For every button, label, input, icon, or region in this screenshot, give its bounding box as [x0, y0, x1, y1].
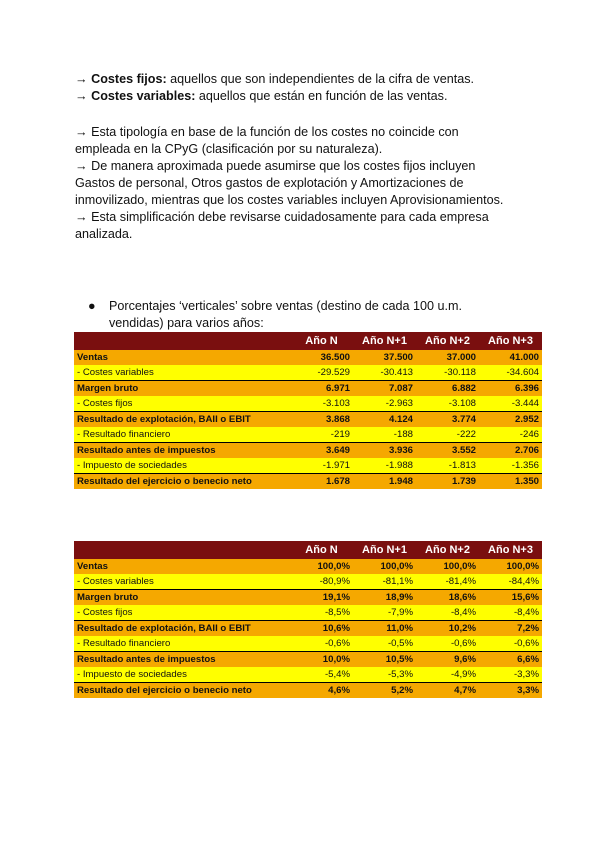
value-cell: 7.087 [353, 381, 416, 397]
table-row [74, 652, 542, 668]
value-cell: -7,9% [353, 605, 416, 621]
paragraph-line: → De manera aproximada puede asumirse que los costes fijos incluyen [75, 159, 476, 173]
value-cell: 100,0% [353, 559, 416, 574]
value-cell: 1.948 [353, 474, 416, 490]
row-label: - Resultado financiero [74, 427, 290, 443]
value-cell: 11,0% [353, 621, 416, 637]
row-label: - Resultado financiero [74, 636, 290, 652]
value-cell: 7,2% [479, 621, 542, 637]
value-cell: 9,6% [416, 652, 479, 668]
row-label: Resultado del ejercicio o benecio neto [74, 474, 290, 490]
value-cell: 4,6% [290, 683, 353, 699]
value-cell: -1.988 [353, 458, 416, 474]
row-label: Resultado de explotación, BAII o EBIT [74, 621, 290, 637]
table-header-row [74, 332, 542, 350]
value-cell: -3.108 [416, 396, 479, 412]
value-cell: -5,3% [353, 667, 416, 683]
value-cell: 6,6% [479, 652, 542, 668]
value-cell: 100,0% [479, 559, 542, 574]
value-cell: -30.413 [353, 365, 416, 381]
row-label: - Costes variables [74, 365, 290, 381]
value-cell: -1.971 [290, 458, 353, 474]
table-row [74, 474, 542, 490]
table-row [74, 636, 542, 652]
value-cell: 3,3% [479, 683, 542, 699]
row-label: - Impuesto de sociedades [74, 667, 290, 683]
value-cell: 6.396 [479, 381, 542, 397]
value-cell: 2.706 [479, 443, 542, 459]
value-cell: 10,0% [290, 652, 353, 668]
value-cell: 37.500 [353, 350, 416, 365]
value-cell: 1.678 [290, 474, 353, 490]
value-cell: -0,6% [290, 636, 353, 652]
value-cell: 10,2% [416, 621, 479, 637]
value-cell: 6.971 [290, 381, 353, 397]
fixed-costs-definition [75, 71, 535, 88]
row-label: Margen bruto [74, 381, 290, 397]
income-statement-percentage-table [74, 541, 542, 698]
value-cell: -5,4% [290, 667, 353, 683]
value-cell: -1.356 [479, 458, 542, 474]
value-cell: -188 [353, 427, 416, 443]
row-label: Margen bruto [74, 590, 290, 606]
table-header-row [74, 541, 542, 559]
value-cell: 15,6% [479, 590, 542, 606]
row-label: Resultado del ejercicio o benecio neto [74, 683, 290, 699]
value-cell: -219 [290, 427, 353, 443]
value-cell: -3.103 [290, 396, 353, 412]
income-statement-absolute-table [74, 332, 542, 489]
row-label: Resultado antes de impuestos [74, 443, 290, 459]
value-cell: -81,1% [353, 574, 416, 590]
value-cell: 4,7% [416, 683, 479, 699]
value-cell: -2.963 [353, 396, 416, 412]
paragraph-line: Gastos de personal, Otros gastos de explotación y Amortizaciones de [75, 176, 464, 190]
value-cell: -1.813 [416, 458, 479, 474]
row-label: Resultado de explotación, BAII o EBIT [74, 412, 290, 428]
row-label: - Impuesto de sociedades [74, 458, 290, 474]
bullet-icon: ● [88, 299, 96, 313]
value-cell: 100,0% [416, 559, 479, 574]
variable-costs-term: → Costes variables: [75, 89, 196, 103]
value-cell: 1.739 [416, 474, 479, 490]
row-label: - Costes fijos [74, 396, 290, 412]
value-cell: -8,4% [479, 605, 542, 621]
value-cell: -80,9% [290, 574, 353, 590]
value-cell: 5,2% [353, 683, 416, 699]
value-cell: 36.500 [290, 350, 353, 365]
value-cell: 4.124 [353, 412, 416, 428]
table-row [74, 458, 542, 474]
paragraph-line: analizada. [75, 227, 133, 241]
value-cell: -222 [416, 427, 479, 443]
value-cell: 18,9% [353, 590, 416, 606]
value-cell: 10,5% [353, 652, 416, 668]
explanation-paragraphs [75, 124, 535, 243]
value-cell: -81,4% [416, 574, 479, 590]
value-cell: -29.529 [290, 365, 353, 381]
value-cell: -3.444 [479, 396, 542, 412]
header-blank-cell [74, 332, 290, 350]
value-cell: 1.350 [479, 474, 542, 490]
row-label: Ventas [74, 350, 290, 365]
value-cell: 3.868 [290, 412, 353, 428]
value-cell: -0,6% [479, 636, 542, 652]
paragraph-line: → Esta tipología en base de la función de los costes no coincide con [75, 125, 459, 139]
fixed-costs-text: aquellos que son independientes de la cifra de ventas. [166, 72, 475, 86]
table-row [74, 350, 542, 365]
bullet-line: vendidas) para varios años: [109, 316, 264, 330]
value-cell: 18,6% [416, 590, 479, 606]
value-cell: -246 [479, 427, 542, 443]
year-header: Año N [290, 541, 353, 559]
value-cell: 41.000 [479, 350, 542, 365]
paragraph-line: empleada en la CPyG (clasificación por su naturaleza). [75, 142, 383, 156]
year-header: Año N+3 [479, 541, 542, 559]
paragraph-line: → Esta simplificación debe revisarse cuidadosamente para cada empresa [75, 210, 489, 224]
table-row [74, 667, 542, 683]
table-row [74, 443, 542, 459]
variable-costs-definition [75, 88, 535, 105]
variable-costs-text: aquellos que están en función de las ventas. [195, 89, 448, 103]
year-header: Año N+2 [416, 541, 479, 559]
table-row [74, 605, 542, 621]
header-blank-cell [74, 541, 290, 559]
value-cell: -4,9% [416, 667, 479, 683]
value-cell: -8,5% [290, 605, 353, 621]
row-label: Resultado antes de impuestos [74, 652, 290, 668]
year-header: Año N+3 [479, 332, 542, 350]
value-cell: 3.774 [416, 412, 479, 428]
row-label: - Costes fijos [74, 605, 290, 621]
table-row [74, 590, 542, 606]
value-cell: 37.000 [416, 350, 479, 365]
value-cell: -84,4% [479, 574, 542, 590]
bullet-text [109, 298, 519, 332]
value-cell: -30.118 [416, 365, 479, 381]
value-cell: -0,6% [416, 636, 479, 652]
table-row [74, 412, 542, 428]
value-cell: 19,1% [290, 590, 353, 606]
table-row [74, 381, 542, 397]
value-cell: 100,0% [290, 559, 353, 574]
table-row [74, 683, 542, 699]
value-cell: 3.936 [353, 443, 416, 459]
table-row [74, 365, 542, 381]
value-cell: 2.952 [479, 412, 542, 428]
costs-definitions [75, 71, 535, 105]
fixed-costs-term: → Costes fijos: [75, 72, 167, 86]
table-row [74, 621, 542, 637]
value-cell: 3.649 [290, 443, 353, 459]
year-header: Año N+1 [353, 332, 416, 350]
table-row [74, 396, 542, 412]
value-cell: 3.552 [416, 443, 479, 459]
table-row [74, 574, 542, 590]
year-header: Año N [290, 332, 353, 350]
value-cell: -34.604 [479, 365, 542, 381]
paragraph-line: inmovilizado, mientras que los costes variables incluyen Aprovisionamientos. [75, 193, 504, 207]
value-cell: -0,5% [353, 636, 416, 652]
value-cell: -3,3% [479, 667, 542, 683]
value-cell: 10,6% [290, 621, 353, 637]
table-row [74, 559, 542, 574]
value-cell: 6.882 [416, 381, 479, 397]
year-header: Año N+1 [353, 541, 416, 559]
row-label: - Costes variables [74, 574, 290, 590]
bullet-line: Porcentajes ‘verticales’ sobre ventas (destino de cada 100 u.m. [109, 299, 463, 313]
value-cell: -8,4% [416, 605, 479, 621]
year-header: Año N+2 [416, 332, 479, 350]
table-row [74, 427, 542, 443]
row-label: Ventas [74, 559, 290, 574]
